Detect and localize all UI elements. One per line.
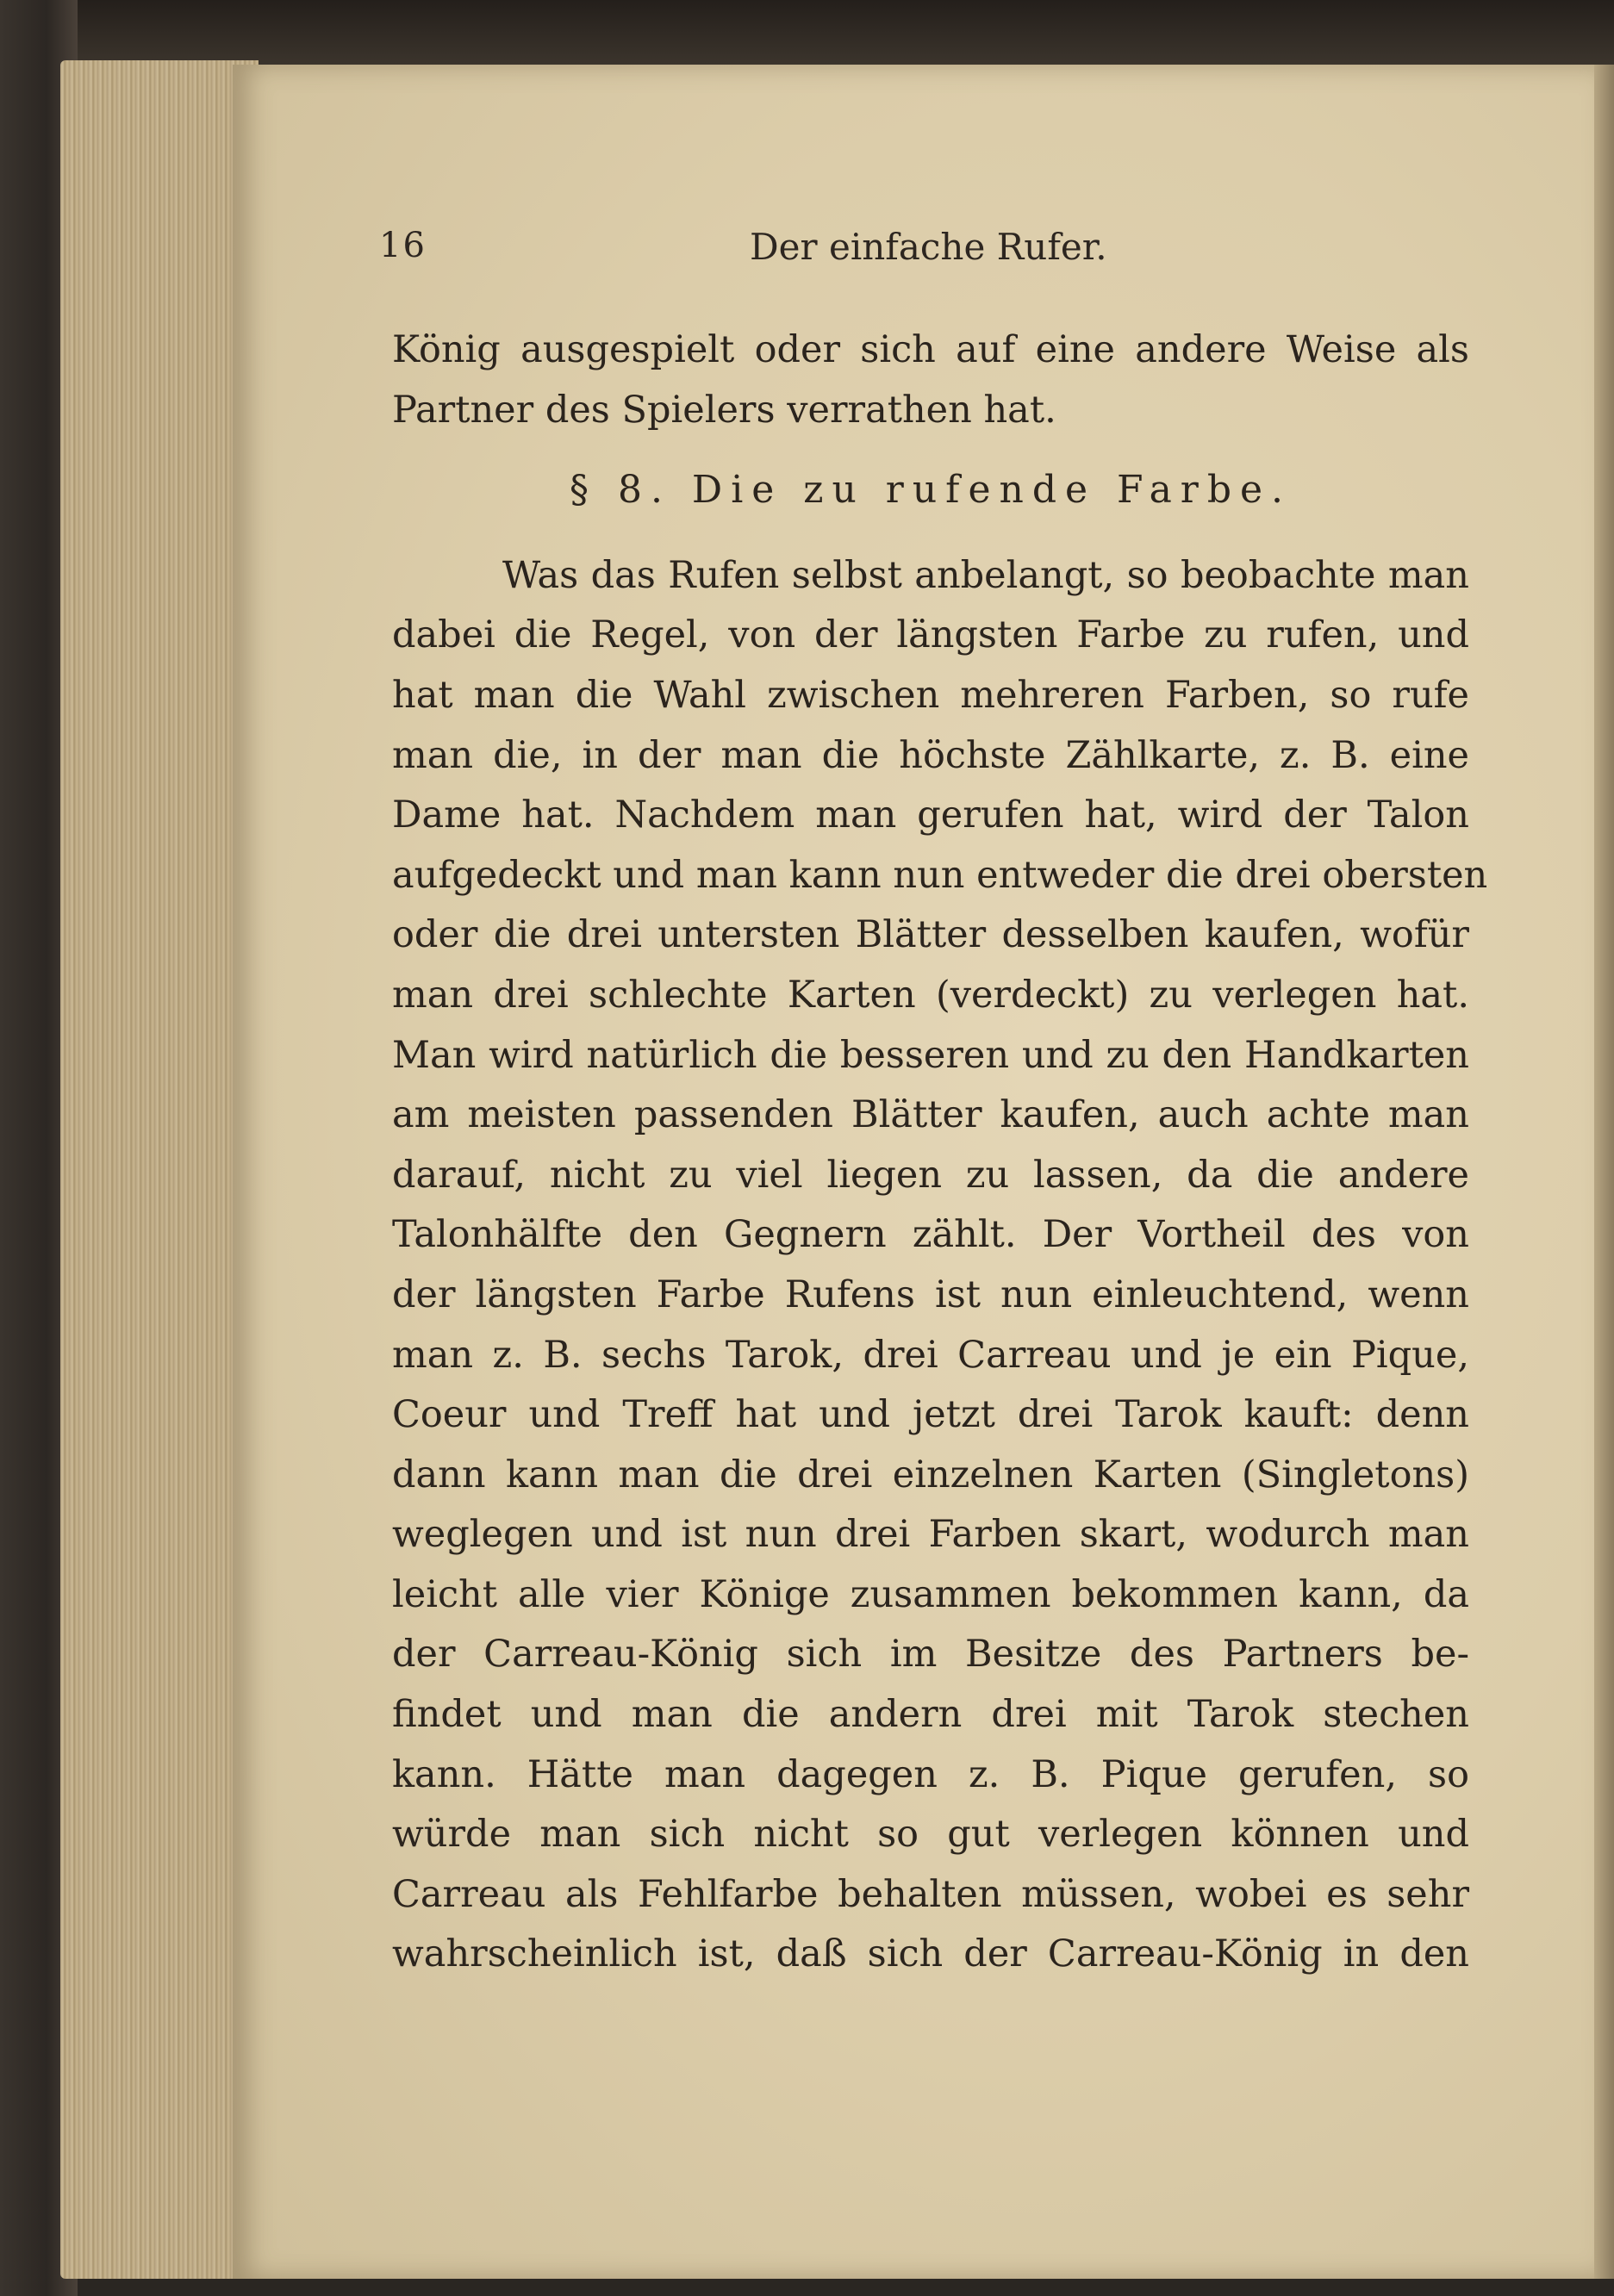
text-line: darauf, nicht zu viel liegen zu lassen, da die andere: [392, 1153, 1469, 1197]
text-line: man die, in der man die höchste Zählkarte, z. B. eine: [392, 733, 1469, 777]
text-line: Carreau als Fehlfarbe behalten müssen, wobei es sehr: [392, 1872, 1469, 1916]
section-heading: § 8. Die zu rufende Farbe.: [569, 468, 1293, 513]
text-line: Dame hat. Nachdem man gerufen hat, wird der Talon: [392, 793, 1469, 837]
text-line: kann. Hätte man dagegen z. B. Pique gerufen, so: [392, 1752, 1469, 1796]
page-right-edge: [1594, 65, 1614, 2279]
text-line: dann kann man die drei einzelnen Karten (Singletons): [392, 1453, 1469, 1496]
text-line: hat man die Wahl zwischen mehreren Farben, so rufe: [392, 673, 1469, 717]
text-line: man drei schlechte Karten (verdeckt) zu verlegen hat.: [392, 973, 1469, 1017]
text-line: weglegen und ist nun drei Farben skart, wodurch man: [392, 1513, 1469, 1557]
text-line: würde man sich nicht so gut verlegen können und: [392, 1813, 1469, 1857]
text-line: leicht alle vier Könige zusammen bekommen kann, da: [392, 1572, 1469, 1616]
text-line: dabei die Regel, von der längsten Farbe zu rufen, und: [392, 613, 1469, 657]
text-line: am meisten passenden Blätter kaufen, auch achte man: [392, 1093, 1469, 1137]
page-block-edges: [60, 60, 259, 2279]
text-line: aufgedeckt und man kann nun entweder die drei obersten: [392, 853, 1488, 897]
text-line: Was das Rufen selbst anbelangt, so beobachte man: [502, 553, 1469, 597]
page-header: [379, 226, 1474, 277]
running-title: Der einfache Rufer.: [750, 226, 1107, 268]
text-line: Coeur und Treff hat und jetzt drei Tarok kauft: denn: [392, 1393, 1469, 1437]
text-line: der Carreau-König sich im Besitze des Partners be-: [392, 1633, 1469, 1677]
book-top-shadow: [0, 0, 1614, 65]
text-line: Man wird natürlich die besseren und zu den Handkarten: [392, 1033, 1469, 1077]
body-text: [392, 320, 1488, 1985]
text-line: oder die drei untersten Blätter desselben kaufen, wofür: [392, 913, 1469, 957]
text-line: man z. B. sechs Tarok, drei Carreau und je ein Pique,: [392, 1333, 1469, 1377]
text-line: findet und man die andern drei mit Tarok stechen: [392, 1693, 1469, 1737]
text-line: wahrscheinlich ist, daß sich der Carreau-König in den: [392, 1932, 1469, 1976]
text-line: Partner des Spielers verrathen hat.: [392, 388, 1056, 432]
text-line: der längsten Farbe Rufens ist nun einleuchtend, wenn: [392, 1272, 1469, 1316]
text-line: Talonhälfte den Gegnern zählt. Der Vortheil des von: [392, 1213, 1469, 1257]
text-line: König ausgespielt oder sich auf eine andere Weise als: [392, 328, 1469, 371]
page-number: 16: [379, 226, 427, 265]
